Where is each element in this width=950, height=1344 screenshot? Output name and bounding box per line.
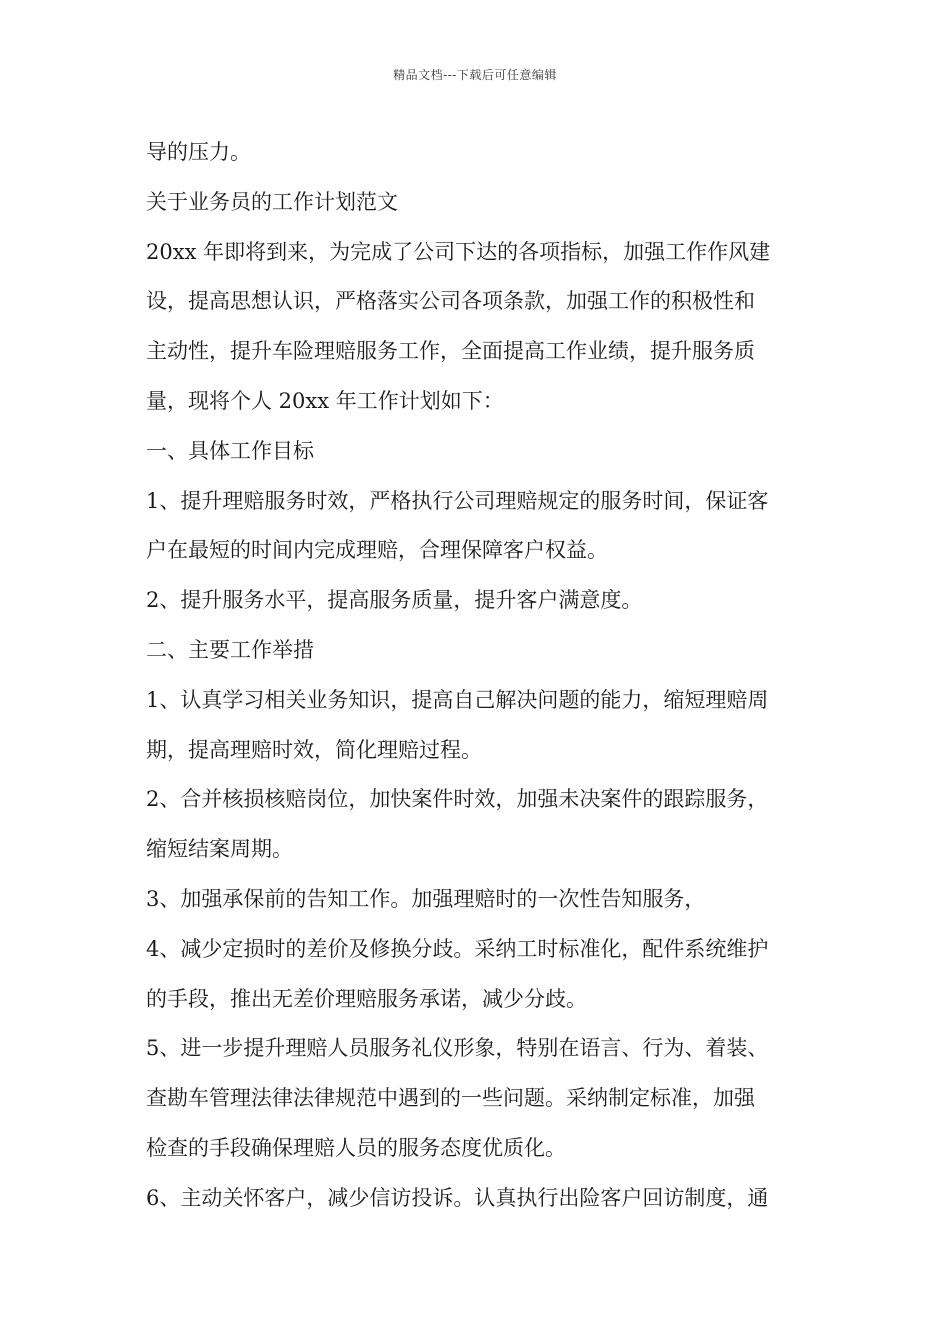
- text-line: 量，现将个人 20xx 年工作计划如下：: [146, 388, 504, 413]
- section-heading: 一、具体工作目标: [146, 438, 314, 463]
- text-line: 1、认真学习相关业务知识，提高自己解决问题的能力，缩短理赔周: [146, 687, 769, 712]
- text-line: 查勘车管理法律法律规范中遇到的一些问题。采纳制定标准，加强: [146, 1086, 755, 1111]
- text-line: 检查的手段确保理赔人员的服务态度优质化。: [146, 1135, 566, 1160]
- document-body: [146, 128, 810, 1224]
- text-line: 3、加强承保前的告知工作。加强理赔时的一次性告知服务，: [146, 886, 706, 911]
- section-heading: 二、主要工作举措: [146, 637, 314, 662]
- text-line: 5、进一步提升理赔人员服务礼仪形象，特别在语言、行为、着装、: [146, 1036, 769, 1061]
- text-line: 20xx 年即将到来，为完成了公司下达的各项指标，加强工作作风建: [146, 239, 771, 264]
- text-line: 期，提高理赔时效，简化理赔过程。: [146, 737, 482, 762]
- text-line: 户在最短的时间内完成理赔，合理保障客户权益。: [146, 538, 608, 563]
- section-title: 关于业务员的工作计划范文: [146, 189, 398, 214]
- text-line: 缩短结案周期。: [146, 837, 293, 862]
- text-line: 6、主动关怀客户，减少信访投诉。认真执行出险客户回访制度，通: [146, 1185, 769, 1210]
- text-line: 4、减少定损时的差价及修换分歧。采纳工时标准化，配件系统维护: [146, 936, 769, 961]
- text-line: 设，提高思想认识，严格落实公司各项条款，加强工作的积极性和: [146, 289, 755, 314]
- text-line: 导的压力。: [146, 140, 251, 164]
- text-line: 2、合并核损核赔岗位，加快案件时效，加强未决案件的跟踪服务，: [146, 787, 769, 812]
- text-line: 2、提升服务水平，提高服务质量，提升客户满意度。: [146, 588, 643, 613]
- text-line: 主动性，提升车险理赔服务工作，全面提高工作业绩，提升服务质: [146, 339, 755, 364]
- text-line: 1、提升理赔服务时效，严格执行公司理赔规定的服务时间，保证客: [146, 488, 769, 513]
- page-header: 精品文档---下载后可任意编辑: [393, 68, 557, 82]
- text-line: 的手段，推出无差价理赔服务承诺，减少分歧。: [146, 986, 587, 1011]
